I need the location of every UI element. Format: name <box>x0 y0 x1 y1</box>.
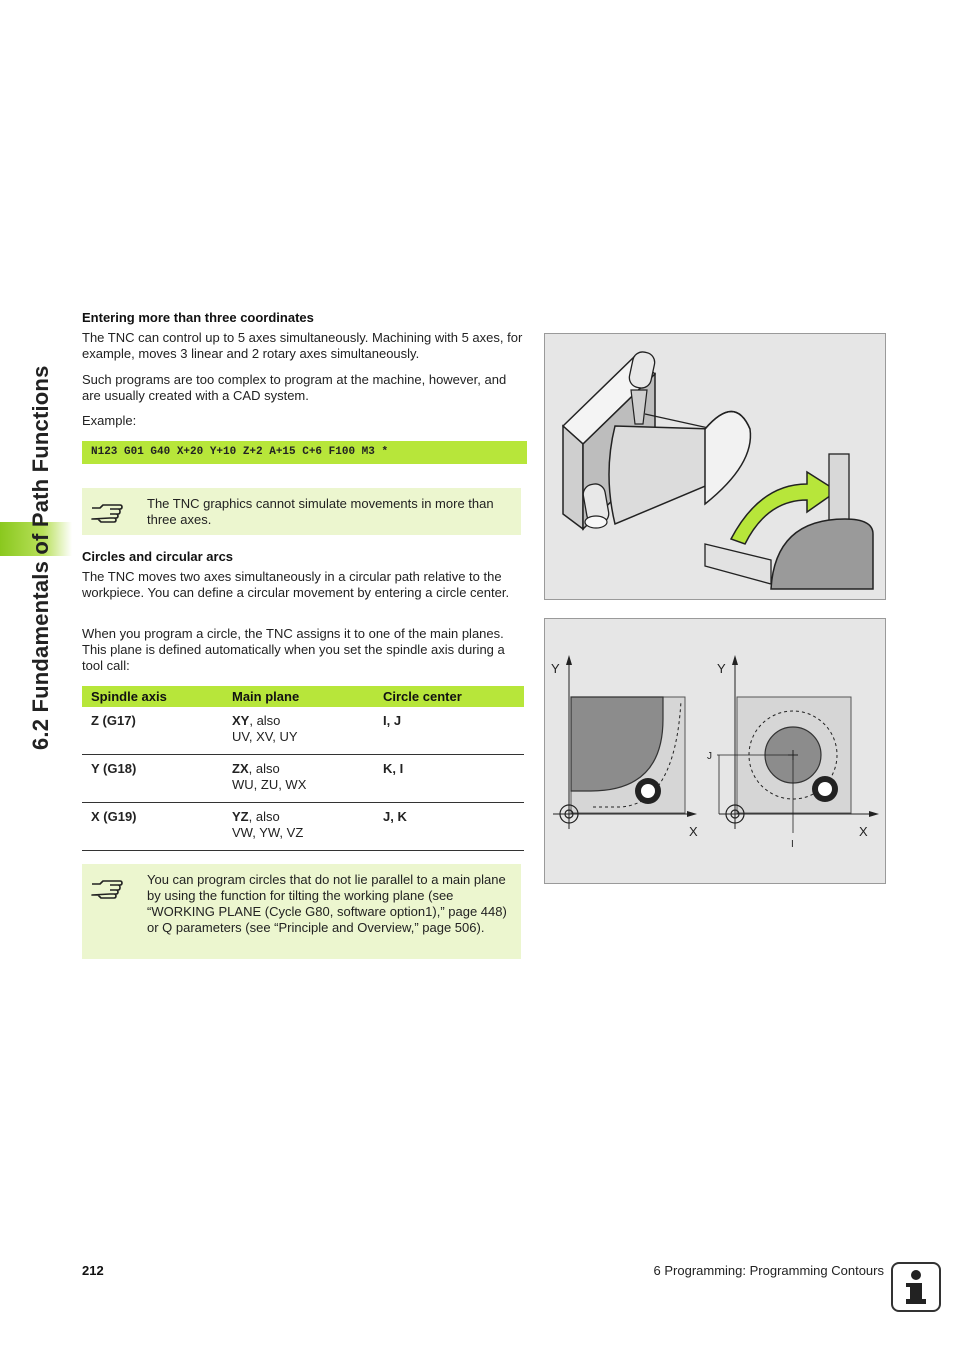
info-glyph <box>893 1264 939 1310</box>
spindle-axis-value: X (G19) <box>91 809 137 824</box>
right-axis-x-label: X <box>859 824 868 839</box>
page-number: 212 <box>82 1263 104 1278</box>
left-axis-x-label: X <box>689 824 698 839</box>
column-header-spindle-axis: Spindle axis <box>82 686 223 707</box>
main-plane-value: ZX <box>232 761 249 776</box>
right-axis-y-label: Y <box>717 661 726 676</box>
circle-center-value: J, K <box>383 809 407 824</box>
column-header-circle-center: Circle center <box>374 686 524 707</box>
note-text-graphics: The TNC graphics cannot simulate movements in more than three axes. <box>147 496 494 527</box>
paragraph-circular-path: The TNC moves two axes simultaneously in a circular path relative to the workpiece. You can define a circular movement by entering a circle center. <box>82 569 510 600</box>
circle-center-value: K, I <box>383 761 404 776</box>
example-label: Example: <box>82 413 137 428</box>
main-plane-alternatives: WU, ZU, WX <box>232 777 307 792</box>
note-text-tilting: You can program circles that do not lie parallel to a main plane by using the function for tilting the working plane (see “WORKING PLANE (Cycle G80, software option1),” page 448) or Q parameters (see “Principle and Overview,” page 506). <box>147 872 507 935</box>
chapter-title: 6.2 Fundamentals of Path Functions <box>28 365 53 750</box>
five-axis-illustration <box>545 334 885 599</box>
code-line: N123 G01 G40 X+20 Y+10 Z+2 A+15 C+6 F100 M3 * <box>91 446 389 458</box>
main-plane-value: YZ <box>232 809 249 824</box>
figure-five-axis-machining <box>544 333 886 600</box>
table-row <box>82 707 524 755</box>
table-row <box>82 755 524 803</box>
left-axis-y-label: Y <box>551 661 560 676</box>
main-plane-alternatives: UV, XV, UY <box>232 729 298 744</box>
paragraph-5-axes: The TNC can control up to 5 axes simultaneously. Machining with 5 axes, for example, moves 3 linear and 2 rotary axes simultaneously. <box>82 330 523 361</box>
section-heading-coordinates: Entering more than three coordinates <box>82 310 314 325</box>
right-j-label: J <box>707 751 712 762</box>
main-plane-also: , also <box>249 713 281 728</box>
paragraph-main-planes: When you program a circle, the TNC assigns it to one of the main planes. This plane is defined automatically when you set the spindle axis during a tool call: <box>82 626 505 673</box>
column-header-main-plane: Main plane <box>223 686 374 707</box>
info-icon <box>891 1262 941 1312</box>
main-plane-also: , also <box>248 809 280 824</box>
footer-chapter: 6 Programming: Programming Contours <box>653 1263 884 1278</box>
code-example <box>82 441 527 464</box>
main-plane-alternatives: VW, YW, VZ <box>232 825 304 840</box>
section-heading-circles: Circles and circular arcs <box>82 549 234 564</box>
figure-circle-planes <box>544 618 886 884</box>
paragraph-cad: Such programs are too complex to program at the machine, however, and are usually created with a CAD system. <box>82 372 507 403</box>
spindle-axis-table <box>82 686 524 851</box>
right-i-label: I <box>791 839 794 850</box>
note-box-graphics <box>82 488 521 535</box>
note-box-tilting <box>82 864 521 959</box>
main-plane-value: XY <box>232 713 250 728</box>
pointing-hand-icon <box>90 500 124 524</box>
circle-center-value: I, J <box>383 713 402 728</box>
spindle-axis-value: Y (G18) <box>91 761 137 776</box>
circle-center-diagram <box>545 619 885 883</box>
pointing-hand-icon <box>90 876 124 900</box>
spindle-axis-value: Z (G17) <box>91 713 136 728</box>
main-plane-also: , also <box>248 761 280 776</box>
table-row <box>82 803 524 851</box>
